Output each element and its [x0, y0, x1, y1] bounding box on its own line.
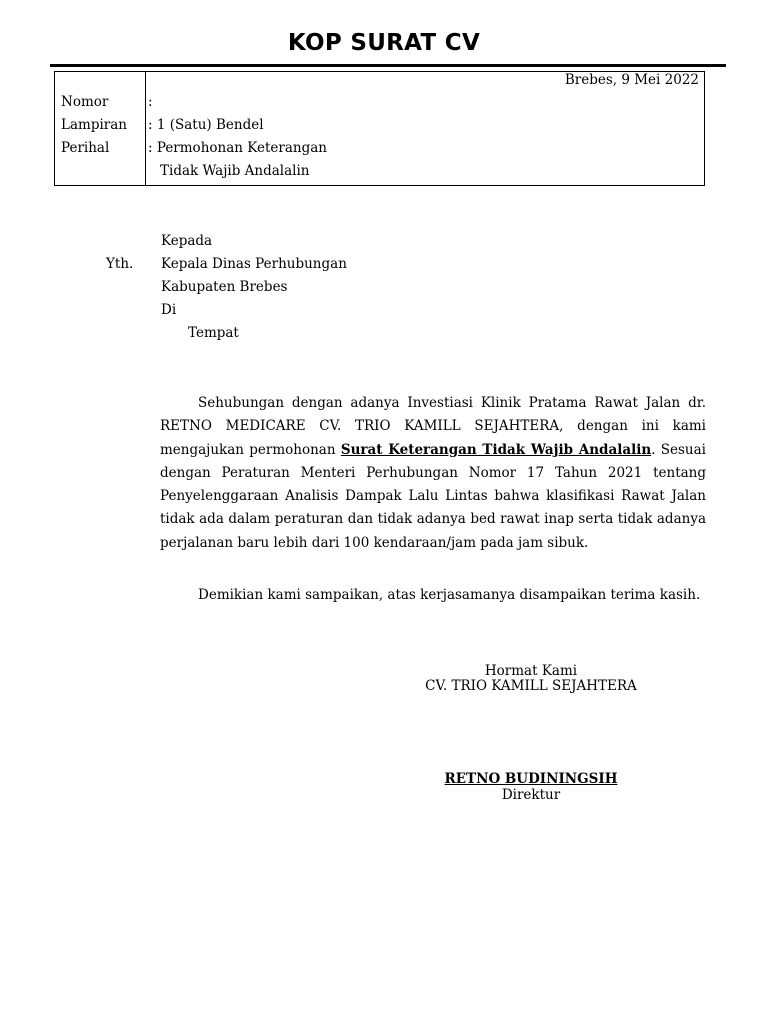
recipient-line4: Tempat: [188, 325, 239, 341]
recipient-kepada: Kepada: [161, 233, 213, 249]
letterhead-title: KOP SURAT CV: [287, 30, 481, 56]
signer-title: Direktur: [501, 787, 561, 803]
body-p1-after: . Sesuai dengan Peraturan Menteri Perhubungan Nomor 17 Tahun 2021 tentang Penyelenggaraan Analisis Dampak Lalu Lintas bahwa klasifikasi Rawat Jalan tidak ada dalam peraturan dan tidak adanya bed rawat inap serta tidak adanya perjalanan baru lebih dari 100 kendaraan/jam pada jam sibuk.: [160, 441, 706, 551]
body-paragraph-2: [160, 584, 706, 607]
recipient-line1: Kepala Dinas Perhubungan: [161, 256, 347, 272]
value-perihal-line1: : Permohonan Keterangan: [148, 140, 327, 156]
recipient-yth: Yth.: [106, 256, 134, 272]
closing-company: CV. TRIO KAMILL SEJAHTERA: [425, 678, 637, 694]
label-lampiran: Lampiran: [61, 117, 127, 133]
value-nomor: :: [148, 94, 153, 110]
body-p1-before: Sehubungan dengan adanya Investiasi Klinik Pratama Rawat Jalan dr. RETNO MEDICARE CV. TRIO KAMILL SEJAHTERA, dengan ini kami mengajukan permohonan: [160, 395, 706, 458]
recipient-line3: Di: [161, 302, 177, 318]
body-p1-emphasis: Surat Keterangan Tidak Wajib Andalalin: [340, 441, 652, 458]
label-nomor: Nomor: [61, 94, 109, 110]
body-paragraph-1: [160, 392, 706, 555]
label-perihal: Perihal: [61, 140, 110, 156]
value-lampiran: : 1 (Satu) Bendel: [148, 117, 264, 133]
signer-name: RETNO BUDININGSIH: [444, 771, 618, 787]
value-perihal-line2: Tidak Wajib Andalalin: [160, 163, 310, 179]
letter-date: Brebes, 9 Mei 2022: [564, 72, 699, 88]
letterhead-divider: [50, 64, 726, 67]
body-p2-text: Demikian kami sampaikan, atas kerjasamanya disampaikan terima kasih.: [198, 587, 701, 603]
letter-meta-box-divider: [145, 71, 146, 186]
recipient-line2: Kabupaten Brebes: [161, 279, 288, 295]
closing-salutation: Hormat Kami: [484, 663, 578, 679]
